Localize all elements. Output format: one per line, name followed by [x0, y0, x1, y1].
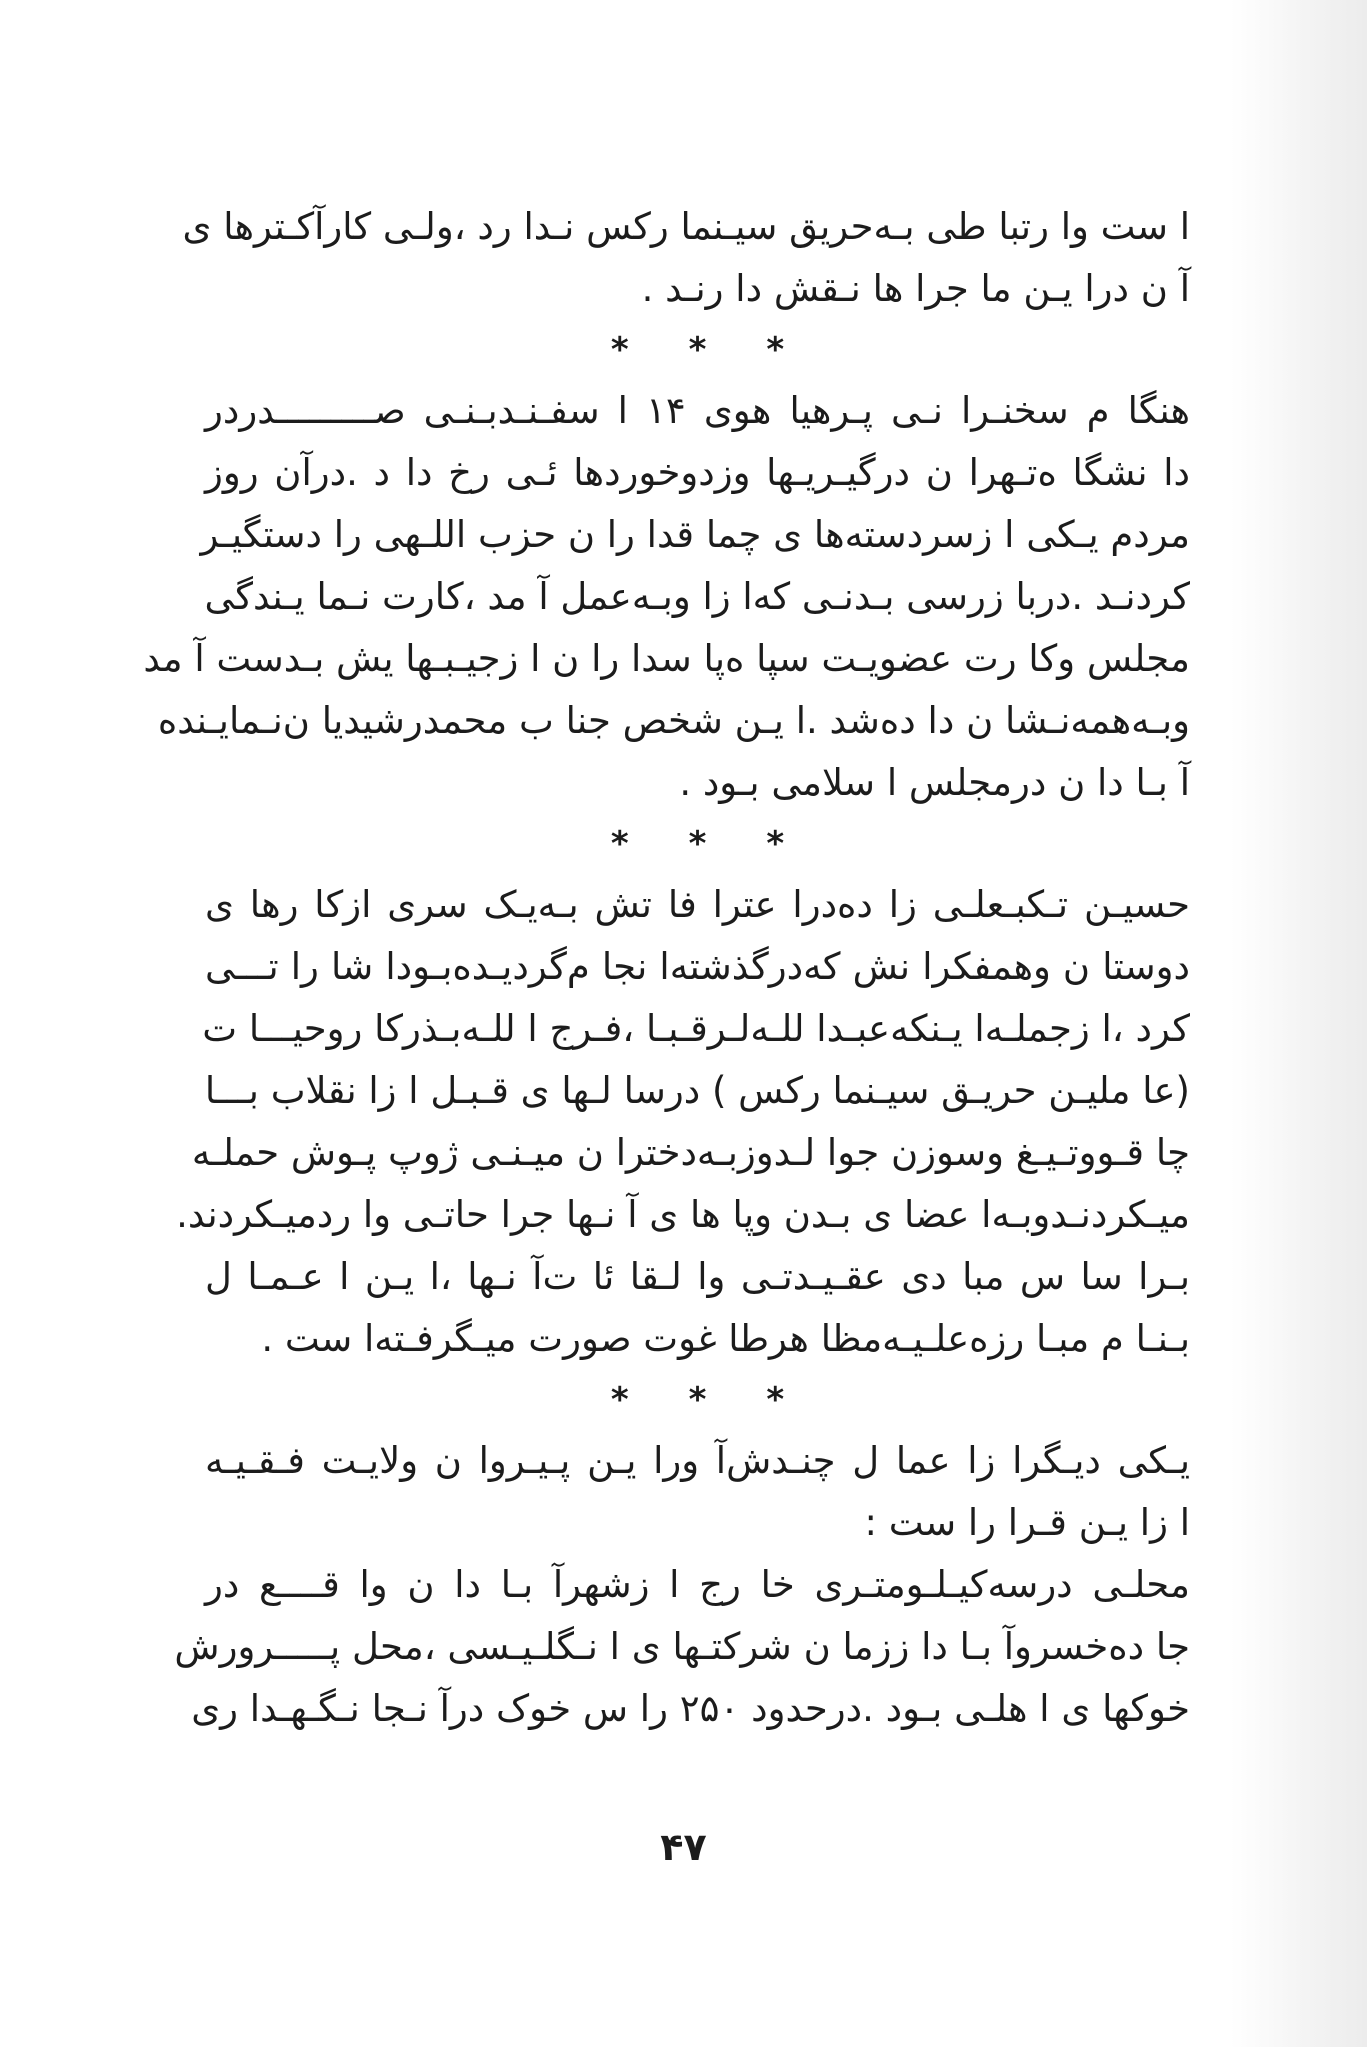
asterisk-icon: *: [766, 824, 785, 864]
paragraph-2: [143, 380, 1191, 814]
text-line: هنگا م سخنـرا نـی پـرهیا هوی ۱۴ ا سفـنـدبـنـی صـــــــــدردر: [205, 389, 1191, 432]
text-line: حسیـن تـکبـعلـی زا ده‌درا عترا فا تش بـه‌یـک سری ازکا رها ی: [205, 883, 1190, 926]
section-divider: [205, 1370, 1190, 1430]
section-divider: [205, 320, 1190, 380]
text-line: بـنـا م مبـا رزه‌علـیـه‌مظا هرطا غوت صورت میـگرفـته‌ا ست .: [261, 1317, 1190, 1360]
asterisk-icon: *: [610, 1380, 629, 1420]
section-divider: [205, 814, 1190, 874]
text-line: کردنـد .دربا زرسی بـدنـی که‌ا زا وبـه‌عمل آ مد ،کارت نـما یـندگی: [204, 575, 1190, 618]
text-line: کرد ،ا زجملـه‌ا یـنکه‌عبـدا للـه‌لـرقـبـا ،فـرج ا للـه‌بـذرکا روحیـــا ت: [202, 1007, 1190, 1050]
text-line: ا زا یـن قـرا را ست :: [864, 1501, 1190, 1544]
text-line: آ بـا دا ن درمجلس ا سلامی بـود .: [679, 761, 1190, 804]
asterisk-icon: *: [766, 1380, 785, 1420]
paragraph-5: [205, 1430, 1190, 1554]
asterisk-icon: *: [688, 824, 707, 864]
page-number: ۴۷: [660, 1825, 707, 1869]
text-line: بـرا سا س مبا دی عقـیـدتـی وا لـقا ئا ت‌آ نـها ،ا یـن ا عـمـا ل: [205, 1255, 1190, 1298]
text-line: (عا ملیـن حریـق سیـنما رکس ) درسا لـها ی قـبـل ا زا نقلاب بـــا: [204, 1069, 1190, 1112]
asterisk-icon: *: [610, 824, 629, 864]
body-text: [143, 196, 1191, 1740]
paragraph-4: [205, 1246, 1190, 1370]
text-line: ا ست وا رتبا طی بـه‌حریق سیـنما رکس نـدا رد ،ولـی کارآکـترها ی: [182, 205, 1190, 248]
asterisk-icon: *: [766, 330, 785, 370]
text-line: مجلس وکا رت عضویـت سپا ه‌پا سدا را ن ا زجیـبـها یش بـدست آ مد: [143, 637, 1190, 680]
text-line: دوستا ن وهمفکرا نش که‌درگذشته‌ا نجا م‌گردیـده‌بـودا شا را تـــی: [205, 945, 1190, 988]
text-line: میـکردنـدوبـه‌ا عضا ی بـدن وپا ها ی آ نـها جرا حاتـی وا ردمیـکردند.: [176, 1193, 1190, 1236]
text-line: جا ده‌خسروآ بـا دا ززما ن شرکتـها ی ا نـگلـیـسی ،محل پـــــرورش: [174, 1625, 1190, 1668]
text-line: محلـی درسه‌کیـلـومتـری خا رج ا زشهرآ بـا دا ن وا قــــع در: [205, 1563, 1190, 1606]
text-line: دا نشگا ه‌تـهرا ن درگیـریـها وزدوخوردها ئـی رخ دا د .درآن روز: [205, 451, 1190, 494]
text-line: خوکها ی ا هلـی بـود .درحدود ۲۵۰ را س خوک درآ نـجا نـگـهـدا ری: [191, 1687, 1190, 1730]
paragraph-6: [174, 1554, 1190, 1740]
text-line: چا قـووتـیـغ وسوزن جوا لـدوزبـه‌دخترا ن میـنـی ژوپ پـوش حملـه: [191, 1131, 1190, 1174]
text-line: مردم یـکی ا زسردسته‌ها ی چما قدا را ن حزب اللـهی را دستگیـر: [200, 513, 1190, 556]
asterisk-icon: *: [688, 330, 707, 370]
paragraph-3: [176, 874, 1190, 1246]
paragraph-1: [182, 196, 1190, 320]
text-line: آ ن درا یـن ما جرا ها نـقش دا رنـد .: [641, 267, 1190, 310]
asterisk-icon: *: [688, 1380, 707, 1420]
asterisk-icon: *: [610, 330, 629, 370]
text-line: یـکی دیـگرا زا عما ل چنـدش‌آ ورا یـن پـیـروا ن ولایـت فـقـیـه: [205, 1439, 1190, 1482]
text-line: وبـه‌همه‌نـشا ن دا ده‌شد .ا یـن شخص جنا ب محمدرشیدیا ن‌نـمایـنده: [157, 699, 1190, 742]
